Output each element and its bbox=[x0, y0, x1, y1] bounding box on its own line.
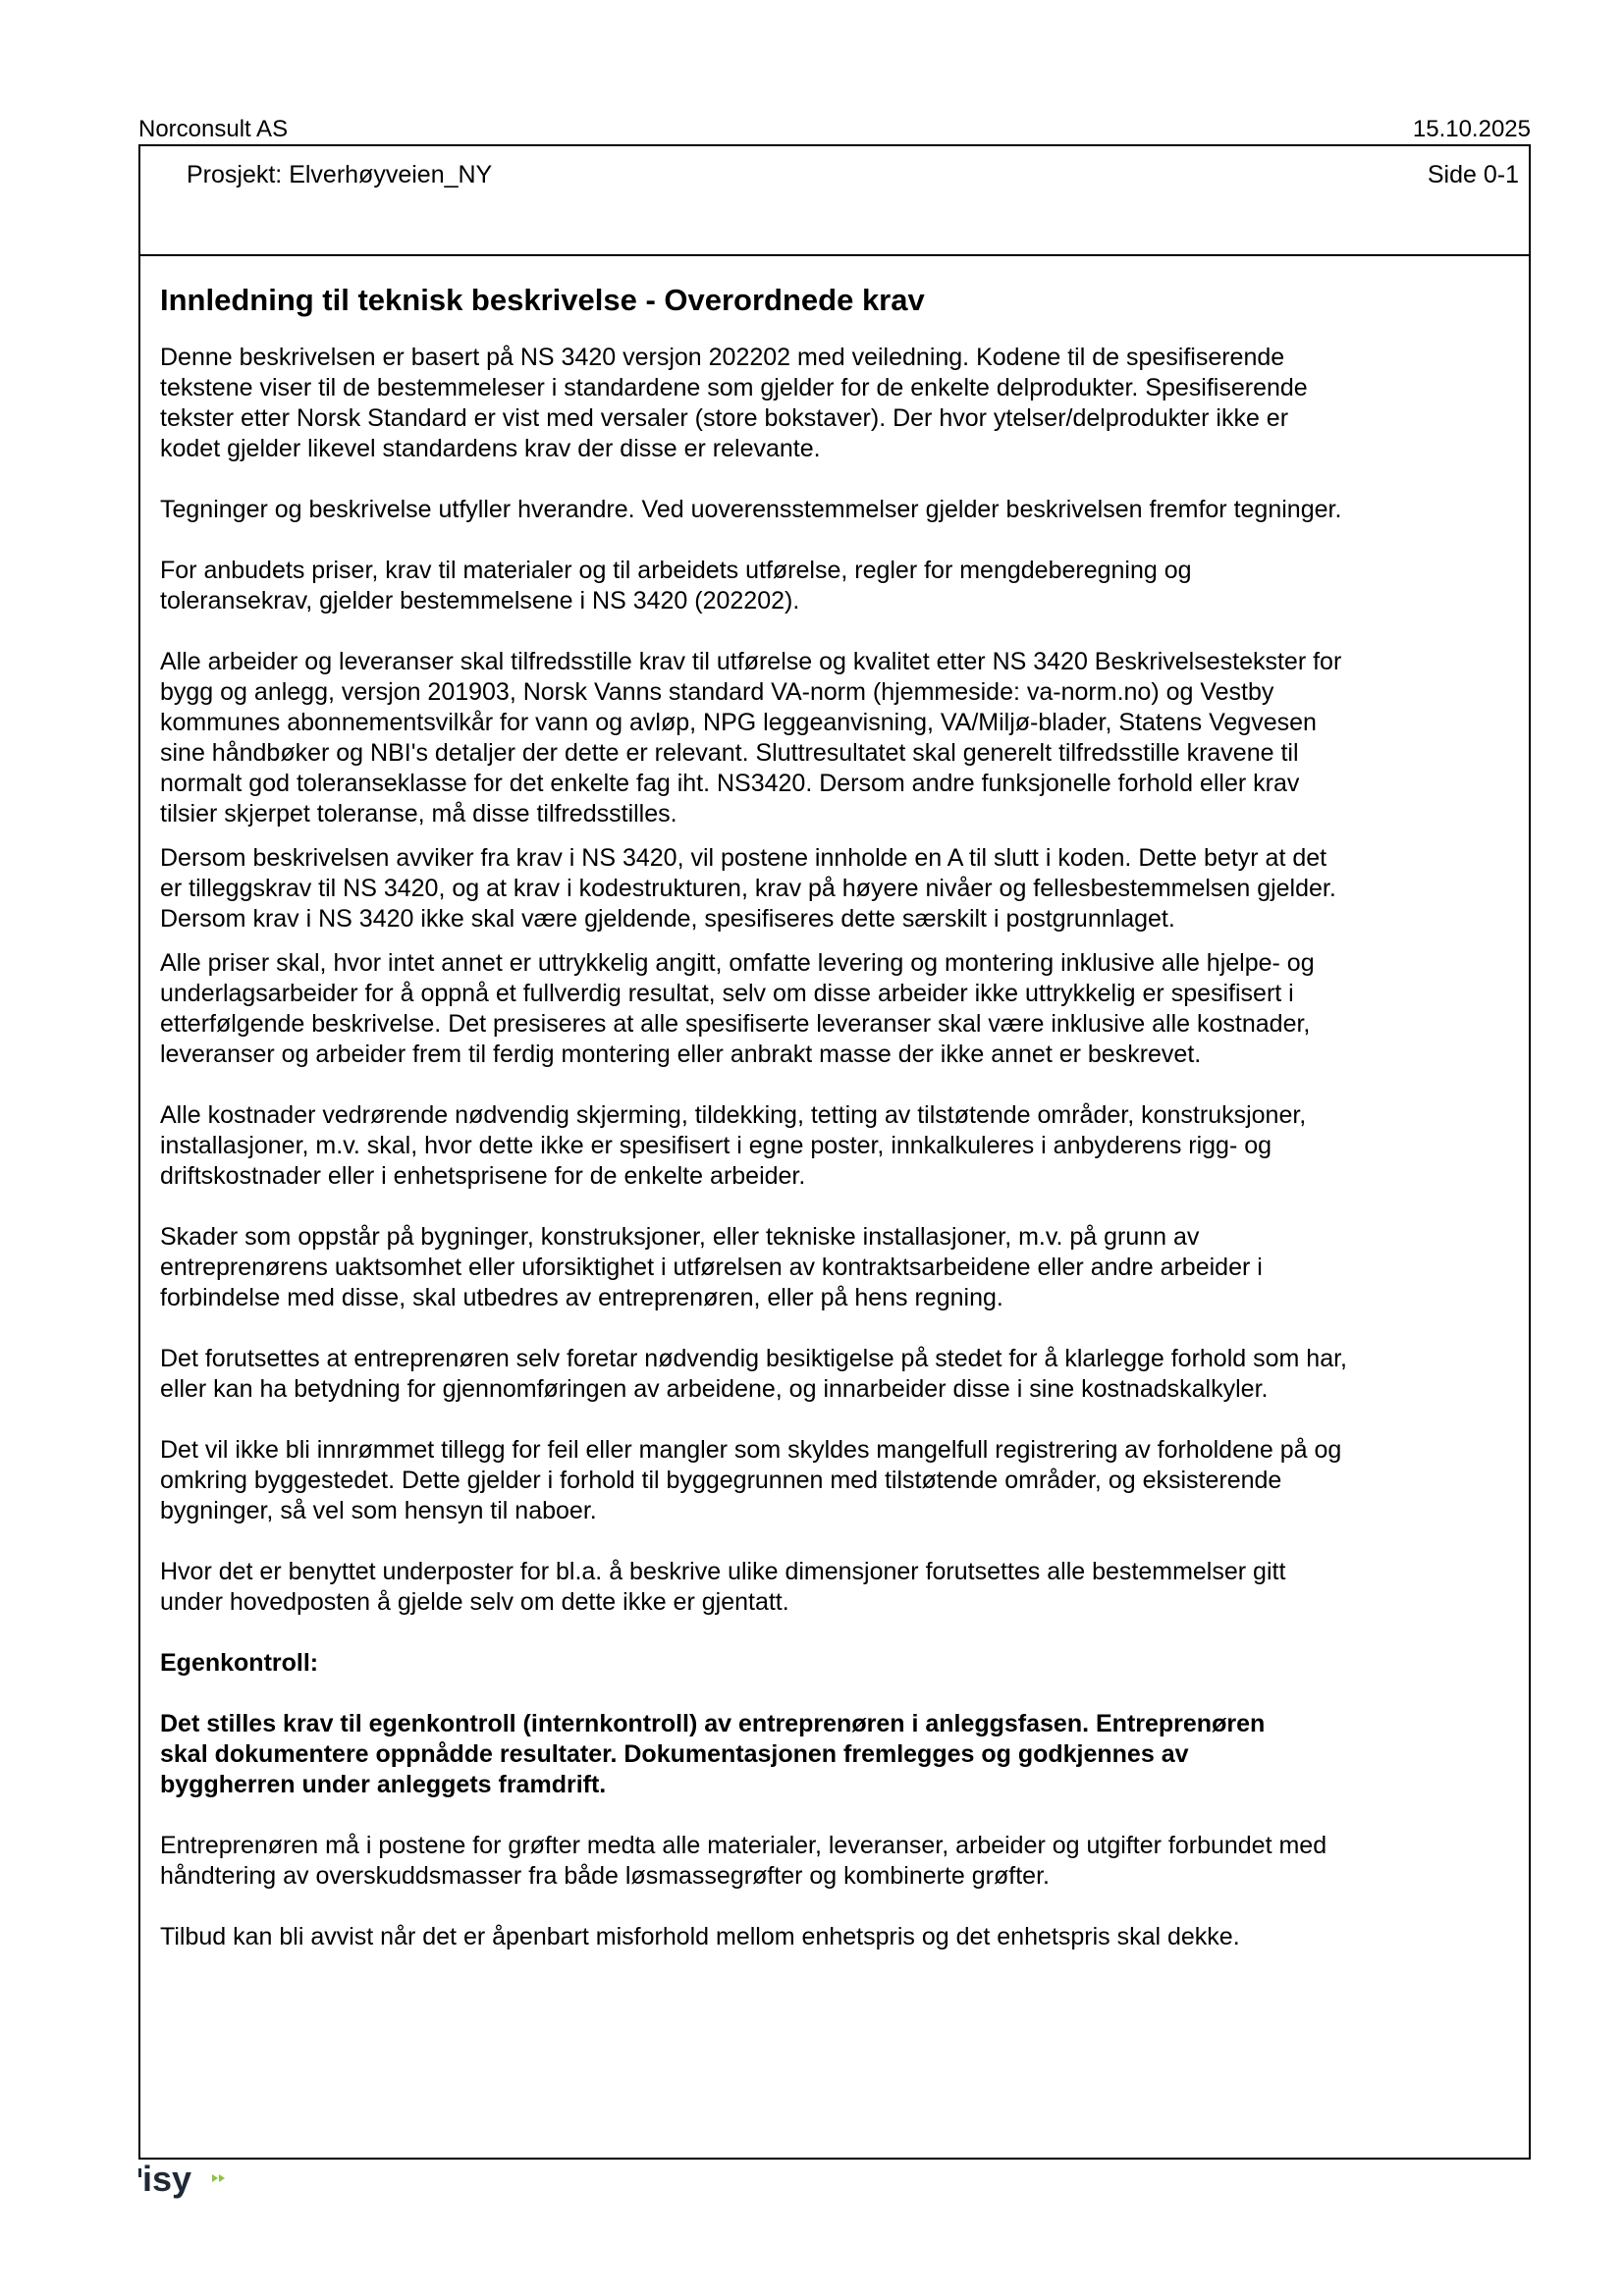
paragraph-drawings: Tegninger og beskrivelse utfyller hverandre. Ved uoverensstemmelser gjelder beskrivelsen fremfor tegninger. bbox=[160, 496, 1342, 523]
document-body bbox=[160, 282, 1505, 1983]
paragraph-subitems: Hvor det er benyttet underposter for bl.a. å beskrive ulike dimensjoner forutsettes alle bestemmelser gitt under hovedposten å gjelde selv om dette ikke er gjentatt. bbox=[160, 1558, 1286, 1616]
paragraph-no-supplements: Det vil ikke bli innrømmet tillegg for feil eller mangler som skyldes mangelfull registrering av forholdene på og omkring byggestedet. Dette gjelder i forhold til byggegrunnen med tilstøtende områder, og eksisterende bygninger, så vel som hensyn til naboer. bbox=[160, 1436, 1342, 1524]
paragraph-prices: For anbudets priser, krav til materialer og til arbeidets utførelse, regler for mengdeberegning og toleransekrav, gjelder bestemmelsene i NS 3420 (202202). bbox=[160, 557, 1192, 614]
page-frame bbox=[138, 144, 1531, 2160]
isy-logo-icon bbox=[136, 2161, 244, 2200]
paragraph-rejection: Tilbud kan bli avvist når det er åpenbart misforhold mellom enhetspris og det enhetspris skal dekke. bbox=[160, 1923, 1240, 1950]
company-name: Norconsult AS bbox=[138, 116, 289, 142]
paragraph-deviations: Dersom beskrivelsen avviker fra krav i NS 3420, vil postene innholde en A til slutt i koden. Dette betyr at det er tilleggskrav til NS 3420, og at krav i kodestrukturen, krav på høyere nivåer og fellesbestemmelsen gjelder. Dersom krav i NS 3420 ikke skal være gjeldende, spesifiseres dette særskilt i postgrunnlaget. bbox=[160, 844, 1336, 933]
paragraph-inspection: Det forutsettes at entreprenøren selv foretar nødvendig besiktigelse på stedet for å klarlegge forhold som har, eller kan ha betydning for gjennomføringen av arbeidene, og innarbeider disse i sine kostnadskalkyler. bbox=[160, 1345, 1347, 1403]
paragraph-all-prices: Alle priser skal, hvor intet annet er uttrykkelig angitt, omfatte levering og montering inklusive alle hjelpe- og underlagsarbeider for å oppnå et fullverdig resultat, selv om disse arbeider ikke uttrykkelig er spesifisert i etterfølgende beskrivelse. Det presiseres at alle spesifiserte leveranser skal være inklusive alle kostnader, leveranser og arbeider frem til ferdig montering eller anbrakt masse der ikke annet er beskrevet. bbox=[160, 949, 1315, 1068]
heading-self-inspection: Egenkontroll: bbox=[160, 1649, 319, 1677]
section-title: Innledning til teknisk beskrivelse - Overordnede krav bbox=[160, 283, 925, 317]
page-number: Side 0-1 bbox=[1427, 161, 1519, 188]
paragraph-requirements: Alle arbeider og leveranser skal tilfredsstille krav til utførelse og kvalitet etter NS 3420 Beskrivelsestekster for bygg og anlegg, versjon 201903, Norsk Vanns standard VA-norm (hjemmeside: va-norm.no) og Vestby kommunes abonnementsvilkår for vann og avløp, NPG leggeanvisning, VA/Miljø-blader, Statens Vegvesen sine håndbøker og NBI's detaljer der dette er relevant. Sluttresultatet skal generelt tilfredsstille kravene til normalt god toleranseklasse for det enkelte fag iht. NS3420. Dersom andre funksjonelle forhold eller krav tilsier skjerpet toleranse, må disse tilfredsstilles. bbox=[160, 648, 1342, 828]
project-name: Prosjekt: Elverhøyveien_NY bbox=[187, 161, 493, 188]
document-date: 15.10.2025 bbox=[1412, 116, 1531, 142]
svg-text:isy: isy bbox=[142, 2161, 192, 2199]
header-separator bbox=[140, 254, 1529, 256]
paragraph-self-inspection: Det stilles krav til egenkontroll (internkontroll) av entreprenøren i anleggsfasen. Entreprenøren skal dokumentere oppnådde resultater. Dokumentasjonen fremlegges og godkjennes av byggherren under anleggets framdrift. bbox=[160, 1710, 1266, 1798]
paragraph-trenches: Entreprenøren må i postene for grøfter medta alle materialer, leveranser, arbeider og utgifter forbundet med håndtering av overskuddsmasser fra både løsmassegrøfter og kombinerte grøfter. bbox=[160, 1832, 1327, 1890]
paragraph-basis: Denne beskrivelsen er basert på NS 3420 versjon 202202 med veiledning. Kodene til de spesifiserende tekstene viser til de bestemmeleser i standardene som gjelder for de enkelte delprodukter. Spesifiserende tekster etter Norsk Standard er vist med versaler (store bokstaver). Der hvor ytelser/delprodukter ikke er kodet gjelder likevel standardens krav der disse er relevante. bbox=[160, 344, 1308, 462]
paragraph-damages: Skader som oppstår på bygninger, konstruksjoner, eller tekniske installasjoner, m.v. på grunn av entreprenørens uaktsomhet eller uforsiktighet i utførelsen av kontraktsarbeidene eller andre arbeider i forbindelse med disse, skal utbedres av entreprenøren, eller på hens regning. bbox=[160, 1223, 1263, 1311]
paragraph-costs: Alle kostnader vedrørende nødvendig skjerming, tildekking, tetting av tilstøtende områder, konstruksjoner, installasjoner, m.v. skal, hvor dette ikke er spesifisert i egne poster, innkalkuleres i anbyderens rigg- og driftskostnader eller i enhetsprisene for de enkelte arbeider. bbox=[160, 1101, 1307, 1190]
